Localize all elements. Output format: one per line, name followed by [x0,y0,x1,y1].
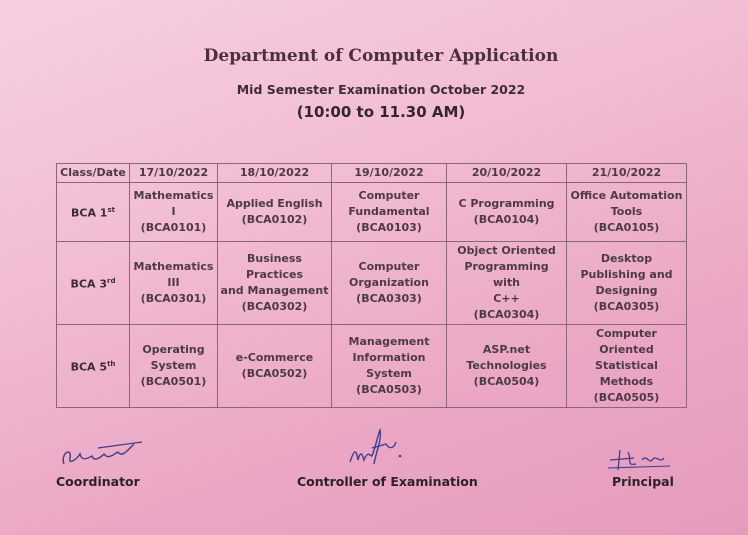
date-header: 17/10/2022 [130,164,218,183]
subject-cell: Applied English (BCA0102) [218,183,332,242]
subject-cell: e-Commerce (BCA0502) [218,325,332,408]
subject-cell: Computer Fundamental (BCA0103) [332,183,447,242]
subject-cell: Management Information System (BCA0503) [332,325,447,408]
controller-signature [346,426,406,470]
exam-time: (10:00 to 11.30 AM) [296,103,466,121]
class-label: BCA 3rd [57,242,130,325]
class-label: BCA 1st [57,183,130,242]
subject-cell: C Programming (BCA0104) [447,183,567,242]
controller-label: Controller of Examination [297,474,478,489]
date-header: 18/10/2022 [218,164,332,183]
table-row [57,183,687,242]
subject-cell: ASP.net Technologies (BCA0504) [447,325,567,408]
subject-cell: Business Practices and Management (BCA0302) [218,242,332,325]
department-title: Department of Computer Application [203,46,559,66]
subject-cell: Mathematics I (BCA0101) [130,183,218,242]
date-header: 19/10/2022 [332,164,447,183]
table-row [57,242,687,325]
coordinator-label: Coordinator [56,474,140,489]
subject-cell: Operating System (BCA0501) [130,325,218,408]
date-header: 21/10/2022 [567,164,687,183]
class-label: BCA 5th [57,325,130,408]
principal-signature [606,446,676,474]
corner-header: Class/Date [57,164,130,183]
subject-cell: Mathematics III (BCA0301) [130,242,218,325]
principal-label: Principal [612,474,674,489]
exam-schedule-table [56,163,687,408]
coordinator-signature [58,436,148,472]
subject-cell: Object Oriented Programming with C++ (BCA0304) [447,242,567,325]
table-row [57,325,687,408]
subject-cell: Computer Organization (BCA0303) [332,242,447,325]
exam-subtitle: Mid Semester Examination October 2022 [236,82,526,97]
subject-cell: Office Automation Tools (BCA0105) [567,183,687,242]
date-header: 20/10/2022 [447,164,567,183]
date-header-row [57,164,687,183]
subject-cell: Desktop Publishing and Designing (BCA0305) [567,242,687,325]
subject-cell: Computer Oriented Statistical Methods (BCA0505) [567,325,687,408]
